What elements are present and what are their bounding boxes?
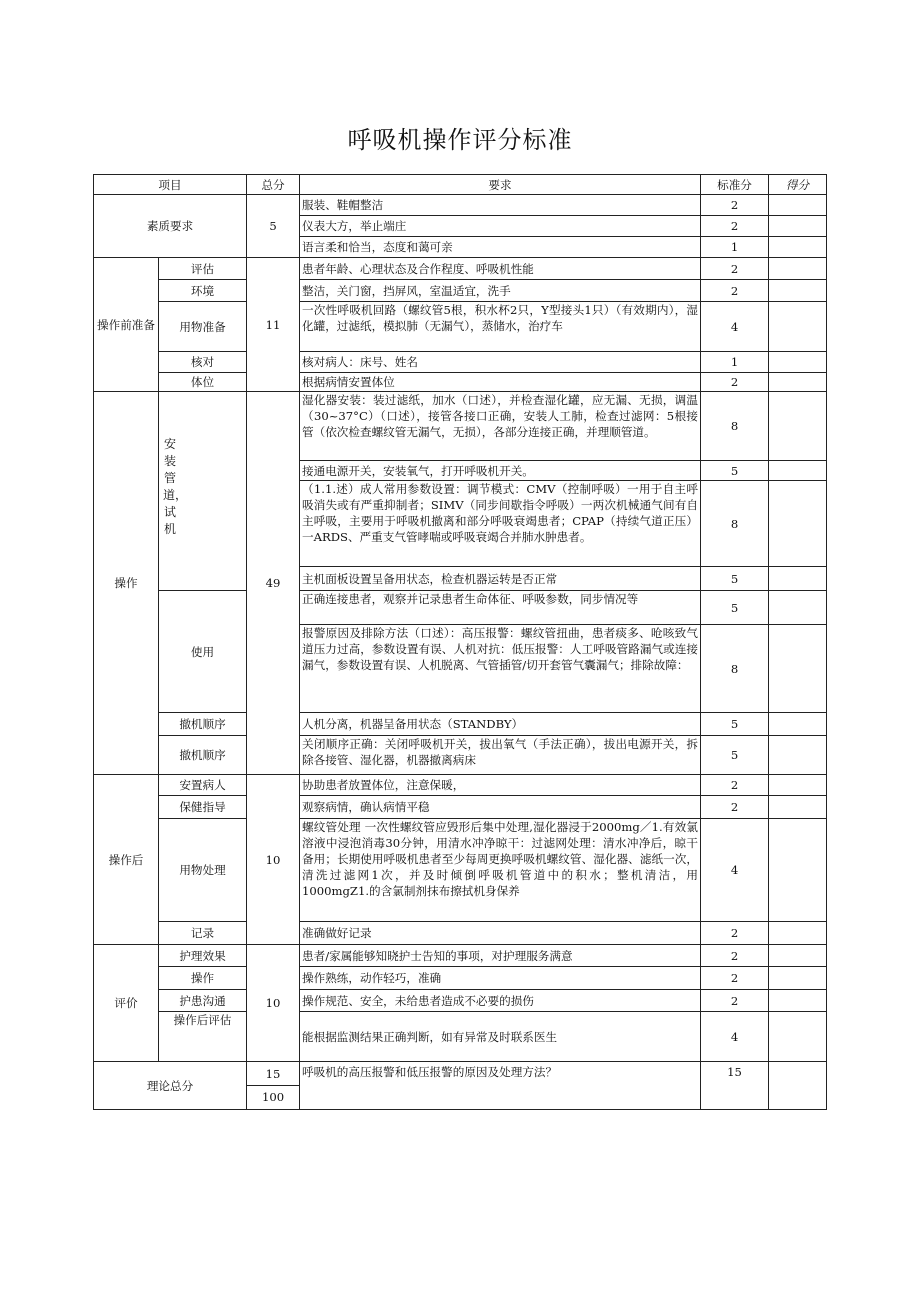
- requirement-text: 操作规范、安全，未给患者造成不必要的损伤: [300, 990, 701, 1012]
- section-prep: 操作前准备: [94, 258, 159, 392]
- requirement-text: 能根据监测结果正确判断，如有异常及时联系医生: [300, 1012, 701, 1062]
- standard-score: 8: [701, 392, 769, 461]
- score-cell[interactable]: [769, 990, 827, 1012]
- theory-total: 15: [247, 1063, 299, 1086]
- grand-total: 100: [261, 1090, 285, 1104]
- header-total: 总分: [247, 175, 300, 195]
- standard-score: 4: [701, 819, 769, 922]
- table-row: [94, 195, 827, 216]
- standard-score: 2: [701, 195, 769, 216]
- section-total: 5: [247, 195, 300, 258]
- section-post: 操作后: [94, 775, 159, 945]
- table-row: [94, 775, 827, 796]
- section-total: 11: [247, 258, 300, 392]
- sub-item: 评估: [159, 258, 247, 280]
- score-cell[interactable]: [769, 237, 827, 258]
- table-row: [94, 373, 827, 392]
- standard-score: 4: [701, 1012, 769, 1062]
- install-label: 安装管道，试机: [163, 437, 188, 536]
- table-row: [94, 945, 827, 967]
- requirement-text: 准确做好记录: [300, 922, 701, 945]
- standard-score: 15: [701, 1062, 769, 1110]
- standard-score: 2: [701, 967, 769, 990]
- requirement-text: 湿化器安装：装过滤纸，加水（口述），并检查湿化罐，应无漏、无损，调温（30~37°C）（口述），接管各接口正确，安装人工肺，检查过滤网：5根接管（依次检查螺纹管无漏气，无损），各部分连接正确，并理顺管道。: [300, 392, 701, 461]
- standard-score: 2: [701, 922, 769, 945]
- standard-score: 5: [701, 736, 769, 775]
- score-cell[interactable]: [769, 1012, 827, 1062]
- standard-score: 8: [701, 481, 769, 567]
- score-cell[interactable]: [769, 922, 827, 945]
- standard-score: 5: [701, 567, 769, 591]
- requirement-text: （1.1.述）成人常用参数设置：调节模式：CMV（控制呼吸）一用于自主呼吸消失或有严重抑制者；SIMV（同步间歇指令呼吸）一两次机械通气间有自主呼吸，主要用于呼吸机撤离和部分呼吸衰竭患者；CPAP（持续气道正压）一ARDS、严重支气管哮喘或呼吸衰竭合并肺水肿患者。: [300, 481, 701, 567]
- requirement-text: 关闭顺序正确：关闭呼吸机开关，拔出氧气（手法正确），拔出电源开关，拆除各接管、湿化器，机器撤离病床: [300, 736, 701, 775]
- table-row: [94, 258, 827, 280]
- sub-item: 用物准备: [159, 302, 247, 352]
- sub-item: 操作: [159, 967, 247, 990]
- score-cell[interactable]: [769, 258, 827, 280]
- table-row: [94, 280, 827, 302]
- requirement-text: 主机面板设置呈备用状态，检查机器运转是否正常: [300, 567, 701, 591]
- standard-score: 5: [701, 713, 769, 736]
- standard-score: 2: [701, 373, 769, 392]
- score-cell[interactable]: [769, 591, 827, 625]
- standard-score: 2: [701, 990, 769, 1012]
- requirement-text: 服装、鞋帽整洁: [300, 195, 701, 216]
- table-row: [94, 796, 827, 819]
- standard-score: 2: [701, 796, 769, 819]
- table-row: [94, 990, 827, 1012]
- table-row: [94, 352, 827, 373]
- requirement-text: 患者/家属能够知晓护士告知的事项，对护理服务满意: [300, 945, 701, 967]
- score-cell[interactable]: [769, 392, 827, 461]
- sub-item: 核对: [159, 352, 247, 373]
- score-cell[interactable]: [769, 713, 827, 736]
- score-cell[interactable]: [769, 280, 827, 302]
- score-cell[interactable]: [769, 352, 827, 373]
- standard-score: 1: [701, 237, 769, 258]
- table-row: [94, 922, 827, 945]
- section-total: 49: [247, 392, 300, 775]
- sub-item: 安置病人: [159, 775, 247, 796]
- requirement-text: 接通电源开关，安装氧气，打开呼吸机开关。: [300, 461, 701, 481]
- score-cell[interactable]: [769, 216, 827, 237]
- header-row: [94, 175, 827, 195]
- section-eval: 评价: [94, 945, 159, 1062]
- scoring-table: [93, 174, 827, 1110]
- sub-item: 使用: [159, 591, 247, 713]
- requirement-text: 观察病情，确认病情平稳: [300, 796, 701, 819]
- score-cell[interactable]: [769, 945, 827, 967]
- requirement-text: 患者年龄、心理状态及合作程度、呼吸机性能: [300, 258, 701, 280]
- page-title: 呼吸机操作评分标准: [347, 126, 573, 154]
- standard-score: 2: [701, 945, 769, 967]
- sub-item: 护理效果: [159, 945, 247, 967]
- requirement-text: 协助患者放置体位，注意保暖，: [300, 775, 701, 796]
- section-theory: 理论总分: [94, 1062, 247, 1110]
- standard-score: 4: [701, 302, 769, 352]
- table-row: [94, 392, 827, 461]
- sub-item: 保健指导: [159, 796, 247, 819]
- score-cell[interactable]: [769, 302, 827, 352]
- standard-score: 2: [701, 775, 769, 796]
- score-cell[interactable]: [769, 625, 827, 713]
- score-cell[interactable]: [769, 461, 827, 481]
- requirement-text: 螺纹管处理 一次性螺纹管应毁形后集中处理,湿化器浸于2000mg／1.有效氯溶液中浸泡消毒30分钟，用清水冲净晾干：过滤网处理：清水冲净后，晾干备用；长期使用呼吸机患者至少每周更换呼吸机螺纹管、湿化器、滤纸一次，清洗过滤网1次，并及时倾倒呼吸机管道中的积水；整机清洁，用1000mgZ1.的含氯制剂抹布擦拭机身保养: [300, 819, 701, 922]
- sub-item: 撤机顺序: [159, 713, 247, 736]
- header-requirement: 要求: [300, 175, 701, 195]
- standard-score: 5: [701, 461, 769, 481]
- section-operation: 操作: [94, 392, 159, 775]
- table-row: [94, 967, 827, 990]
- score-cell[interactable]: [769, 796, 827, 819]
- sub-item: 环境: [159, 280, 247, 302]
- sub-item: 操作后评估: [159, 1012, 247, 1062]
- section-total: 10: [247, 775, 300, 945]
- table-row: [94, 302, 827, 352]
- sub-item: 体位: [159, 373, 247, 392]
- theory-total-cell: [247, 1062, 300, 1110]
- score-cell[interactable]: [769, 567, 827, 591]
- table-row: [94, 1062, 827, 1110]
- score-cell[interactable]: [769, 481, 827, 567]
- section-quality: 素质要求: [94, 195, 247, 258]
- score-cell[interactable]: [769, 967, 827, 990]
- sub-item: 护患沟通: [159, 990, 247, 1012]
- requirement-text: 语言柔和恰当，态度和蔼可亲: [300, 237, 701, 258]
- requirement-text: 正确连接患者，观察并记录患者生命体征、呼吸参数，同步情况等: [300, 591, 701, 625]
- score-cell[interactable]: [769, 775, 827, 796]
- header-item: 项目: [94, 175, 247, 195]
- requirement-text: 整洁，关门窗，挡屏风，室温适宜，洗手: [300, 280, 701, 302]
- requirement-text: 报警原因及排除方法（口述）：高压报警：螺纹管扭曲，患者痰多、呛咳致气道压力过高，参数设置有误、人机对抗：低压报警：人工呼吸管路漏气或连接漏气，参数设置有误、人机脱离、气管插管/切开套管气囊漏气；排除故障：: [300, 625, 701, 713]
- standard-score: 2: [701, 258, 769, 280]
- requirement-text: 根据病情安置体位: [300, 373, 701, 392]
- standard-score: 8: [701, 625, 769, 713]
- requirement-text: 呼吸机的高压报警和低压报警的原因及处理方法？: [300, 1062, 701, 1110]
- section-total: 10: [247, 945, 300, 1062]
- requirement-text: 仪表大方，举止端庄: [300, 216, 701, 237]
- score-cell[interactable]: [769, 195, 827, 216]
- table-row: [94, 736, 827, 775]
- standard-score: 2: [701, 216, 769, 237]
- requirement-text: 操作熟练，动作轻巧，准确: [300, 967, 701, 990]
- score-cell[interactable]: [769, 819, 827, 922]
- table-row: [94, 819, 827, 922]
- table-row: [94, 591, 827, 625]
- standard-score: 5: [701, 591, 769, 625]
- score-cell[interactable]: [769, 1062, 827, 1110]
- sub-item-install: [159, 392, 247, 591]
- table-row: [94, 713, 827, 736]
- header-score: 得分: [769, 175, 827, 195]
- standard-score: 2: [701, 280, 769, 302]
- requirement-text: 人机分离，机器呈备用状态（STANDBY）: [300, 713, 701, 736]
- score-cell[interactable]: [769, 373, 827, 392]
- table-row: [94, 1012, 827, 1062]
- sub-item: 用物处理: [159, 819, 247, 922]
- sub-item: 记录: [159, 922, 247, 945]
- requirement-text: 一次性呼吸机回路（螺纹管5根，积水杯2只，Y型接头1只）（有效期内），湿化罐，过滤纸，模拟肺（无漏气），蒸储水，治疗车: [300, 302, 701, 352]
- header-standard: 标准分: [701, 175, 769, 195]
- score-cell[interactable]: [769, 736, 827, 775]
- sub-item: 撤机顺序: [159, 736, 247, 775]
- requirement-text: 核对病人：床号、姓名: [300, 352, 701, 373]
- standard-score: 1: [701, 352, 769, 373]
